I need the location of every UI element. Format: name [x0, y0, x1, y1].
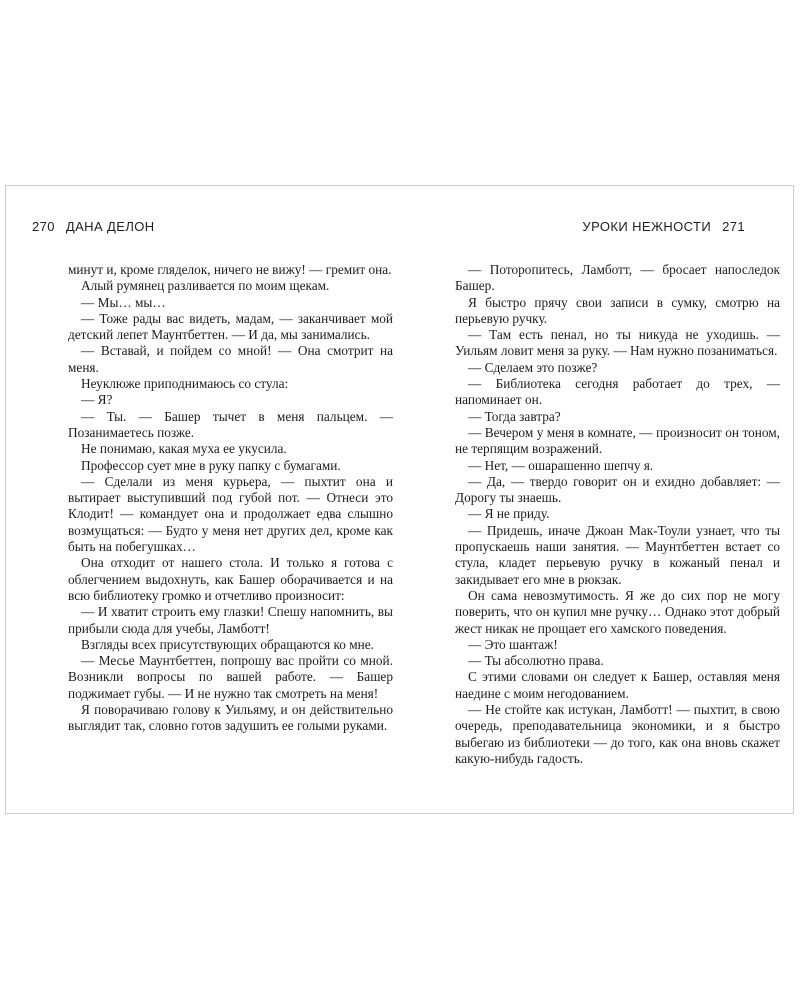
paragraph: Я быстро прячу свои записи в сумку, смотрю на перьевую ручку.	[455, 294, 780, 326]
left-running-head	[32, 219, 155, 234]
book-spread	[5, 185, 794, 814]
paragraph: Не понимаю, какая муха ее укусила.	[81, 441, 287, 457]
paragraph: — Тоже рады вас видеть, мадам, — заканчивает мой детский лепет Маунтбеттен. — И да, мы занимались.	[68, 310, 393, 343]
paragraph: — Мы… мы…	[81, 294, 166, 310]
right-running-head-title: УРОКИ НЕЖНОСТИ	[582, 219, 712, 234]
paragraph: — Придешь, иначе Джоан Мак-Тоули узнает, что ты пропускаешь наши занятия. — Маунтбеттен встает со стула, кладет перьевую ручку в кожаный пенал и закидывает его мне в рюкзак.	[455, 522, 780, 587]
paragraph: — Нет, — ошарашенно шепчу я.	[468, 457, 654, 473]
paragraph: — Я не приду.	[468, 506, 550, 522]
paragraph: Профессор сует мне в руку папку с бумагами.	[81, 457, 341, 473]
paragraph: — Библиотека сегодня работает до трех, — напоминает он.	[455, 376, 780, 408]
paragraph: — И хватит строить ему глазки! Спешу напомнить, вы прибыли сюда для учебы, Ламботт!	[68, 604, 393, 636]
paragraph: минут и, кроме гляделок, ничего не вижу! — гремит она.	[68, 262, 392, 277]
left-page-number: 270	[32, 219, 55, 234]
paragraph: — Сделаем это позже?	[468, 359, 598, 375]
paragraph: — Тогда завтра?	[468, 408, 561, 424]
paragraph: — Там есть пенал, но ты никуда не уходишь. — Уильям ловит меня за руку. — Нам нужно позаниматься.	[455, 327, 780, 359]
paragraph: Она отходит от нашего стола. И только я готова с облегчением выдохнуть, как Башер оборачивается и на всю библиотеку громко и отчетливо произносит:	[68, 555, 393, 603]
paragraph: — Сделали из меня курьера, — пыхтит она и вытирает выступивший под губой пот. — Отнеси это Клодит! — командует она и продолжает едва слышно возмущаться: — Будто у меня нет других дел, кроме как быть на побегушках…	[68, 473, 393, 555]
left-running-head-title: ДАНА ДЕЛОН	[65, 219, 155, 234]
right-page-text	[455, 262, 780, 767]
paragraph: — Это шантаж!	[468, 636, 558, 652]
left-page-text	[68, 262, 393, 735]
paragraph: — Вставай, и пойдем со мной! — Она смотрит на меня.	[68, 343, 393, 375]
right-page-number: 271	[722, 219, 745, 234]
paragraph: Я поворачиваю голову к Уильяму, и он действительно выглядит так, словно готов задушить ее голыми руками.	[68, 702, 393, 734]
paragraph: — Да, — твердо говорит он и ехидно добавляет: — Дорогу ты знаешь.	[455, 473, 780, 506]
paragraph: — Месье Маунтбеттен, попрошу вас пройти со мной. Возникли вопросы по вашей работе. — Башер поджимает губы. — И не нужно так смотреть на меня!	[68, 653, 393, 701]
paragraph: С этими словами он следует к Башер, оставляя меня наедине с моим негодованием.	[455, 669, 780, 701]
paragraph: Неуклюже приподнимаюсь со стула:	[81, 376, 289, 392]
paragraph: — Вечером у меня в комнате, — произносит он тоном, не терпящим возражений.	[455, 424, 780, 457]
paragraph: Он сама невозмутимость. Я же до сих пор не могу поверить, что он купил мне ручку… Однако этот добрый жест никак не прощает его хамского поведения.	[455, 587, 780, 636]
paragraph: — Не стойте как истукан, Ламботт! — пыхтит, в свою очередь, преподавательница экономики, и я быстро выбегаю из библиотеки — до того, как она вновь скажет какую-нибудь гадость.	[455, 702, 780, 766]
paragraph: — Ты абсолютно права.	[468, 653, 604, 669]
paragraph: — Поторопитесь, Ламботт, — бросает напоследок Башер.	[455, 262, 780, 294]
paragraph: — Я?	[81, 392, 113, 408]
paragraph: Алый румянец разливается по моим щекам.	[81, 278, 330, 294]
paragraph: Взгляды всех присутствующих обращаются ко мне.	[81, 636, 375, 652]
paragraph: — Ты. — Башер тычет в меня пальцем. — Позанимаетесь позже.	[68, 408, 393, 440]
right-running-head	[582, 219, 745, 234]
